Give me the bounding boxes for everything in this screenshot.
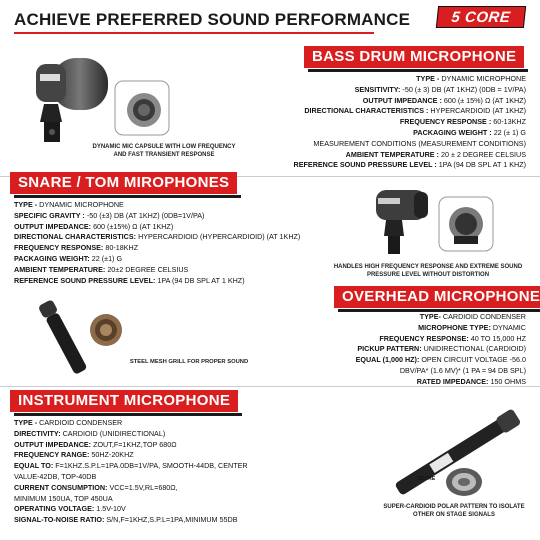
spec-row: FREQUENCY RESPONSE: 40 TO 15,000 HZ [379, 333, 526, 343]
spec-row: RATED IMPEDANCE: 150 OHMS [416, 376, 526, 386]
spec-row: TYPE - DYNAMIC MICROPHONE [416, 74, 526, 83]
spec-row: OUTPUT IMPEDANCE: 600 (±15%) Ω (AT 1KHZ) [14, 221, 174, 231]
bass-caption-line2: AND FAST TRANSIENT RESPONSE [113, 152, 215, 158]
snare-spec-list [14, 200, 300, 286]
brand-logo: 5 CORE [436, 6, 526, 28]
snare-tom-banner: SNARE / TOM MIROPHONES [10, 172, 237, 194]
instrument-caption-line1: SUPER-CARDIOID POLAR PATTERN TO ISOLATE [383, 504, 525, 510]
spec-row: DIRECTIVITY: CARDIOID (UNIDIRECTIONAL) [14, 428, 166, 438]
bass-spec-list [294, 74, 526, 171]
overhead-mic-image [34, 294, 94, 384]
spec-row: MINIMUM 150UA, TOP 450UA [14, 493, 113, 503]
bass-drum-mic-image [14, 50, 114, 150]
spec-row: OUTPUT IMPEDANCE: ZOUT,F=1KHZ,TOP 680Ω [14, 439, 177, 449]
spec-row: SPECIFIC GRAVITY : -50 (±3) DB (AT 1KHZ) (0DB=1V/PA) [14, 210, 205, 220]
instrument-spec-list [14, 418, 248, 526]
bass-capsule-inset [114, 80, 170, 136]
spec-row: OPERATING VOLTAGE: 1.5V-10V [14, 504, 126, 514]
spec-row: FREQUENCY RESPONSE: 80-18KHZ [14, 243, 139, 253]
spec-row: DBV/PA* (1.6 MV)* (1 PA = 94 DB SPL) [399, 365, 526, 375]
spec-row: DIRECTIONAL CHARACTERISTICS: HYPERCARDIOID (HYPERCARDIOID) (AT 1KHZ) [14, 232, 301, 242]
spec-row: OUTPUT IMPEDANCE : 600 (± 15%) Ω (AT 1KHZ) [362, 95, 526, 105]
page-title: ACHIEVE PREFERRED SOUND PERFORMANCE [14, 10, 411, 29]
spec-row: EQUAL (1,000 HZ): OPEN CIRCUIT VOLTAGE -56.0 [355, 355, 526, 365]
snare-caption-line1: HANDLES HIGH FREQUENCY RESPONSE AND EXTREME SOUND [333, 264, 523, 270]
overhead-banner: OVERHEAD MICROPHONE [334, 286, 540, 308]
spec-row: CURRENT CONSUMPTION: VCC=1.5V,RL=680Ω, [14, 482, 178, 492]
spec-row: MEASUREMENT CONDITIONS (MEASUREMENT CONDITIONS) [313, 138, 526, 148]
spec-row: REFERENCE SOUND PRESSURE LEVEL: 1PA (94 DB SPL AT 1 KHZ) [14, 275, 245, 285]
instrument-mic-badge: 5CORE [418, 476, 436, 482]
instrument-caption [372, 503, 536, 519]
spec-row: PACKAGING WEIGHT: 22 (±1) G [14, 253, 123, 263]
spec-row: EQUAL TO: F=1KHZ.S.P.L=1PA.0DB=1V/PA, SMOOTH-44DB, CENTER [14, 461, 248, 471]
spec-row: FREQUENCY RESPONSE : 60-13KHZ [399, 117, 526, 127]
title-underline [14, 32, 374, 34]
snare-tom-mic-image [356, 184, 436, 260]
spec-row: PICKUP PATTERN: UNIDIRECTIONAL (CARDIOID) [357, 344, 526, 354]
spec-row: REFERENCE SOUND PRESSURE LEVEL : 1PA (94 DB SPL AT 1 KHZ) [293, 160, 526, 170]
snare-caption [322, 263, 534, 279]
spec-row: VALUE-42DB, TOP-40DB [14, 471, 97, 481]
spec-row: DIRECTIONAL CHARACTERISTICS : HYPERCARDIOID (AT 1KHZ) [304, 106, 526, 116]
spec-row: TYPE - DYNAMIC MICROPHONE [14, 200, 124, 209]
snare-capsule-inset [438, 196, 494, 252]
spec-row: TYPE- CARDIOID CONDENSER [419, 312, 526, 321]
instrument-banner: INSTRUMENT MICROPHONE [10, 390, 238, 412]
spec-row: TYPE - CARDIOID CONDENSER [14, 418, 123, 427]
spec-row: PACKAGING WEIGHT : 22 (± 1) G [413, 127, 526, 137]
bass-drum-banner: BASS DRUM MICROPHONE [304, 46, 524, 68]
steel-mesh-grill-inset [88, 312, 124, 348]
spec-row: AMBIENT TEMPERATURE: 20±2 DEGREE CELSIUS [14, 264, 189, 274]
snare-caption-line2: PRESSURE LEVEL WITHOUT DISTORTION [366, 272, 490, 278]
overhead-caption: STEEL MESH GRILL FOR PROPER SOUND [129, 359, 249, 365]
section-divider [0, 386, 540, 387]
bass-caption-line1: DYNAMIC MIC CAPSULE WITH LOW FREQUENCY [92, 144, 236, 150]
bass-caption [84, 143, 244, 159]
instrument-capsule-inset [442, 460, 486, 500]
spec-row: MICROPHONE TYPE: DYNAMIC [418, 322, 526, 332]
instrument-caption-line2: OTHER ON STAGE SIGNALS [413, 512, 495, 518]
spec-row: SENSITIVITY: -50 (± 3) DB (AT 1KHZ) (0DB = 1V/PA) [354, 84, 526, 94]
spec-row: SIGNAL-TO-NOISE RATIO: S/N,F=1KHZ,S.P.L=1PA,MINIMUM 55DB [14, 515, 238, 525]
spec-row: AMBIENT TEMPERATURE : 20 ± 2 DEGREE CELSIUS [345, 149, 526, 159]
spec-row: FREQUENCY RANGE: 50HZ-20KHZ [14, 450, 134, 460]
overhead-spec-list [356, 312, 526, 388]
